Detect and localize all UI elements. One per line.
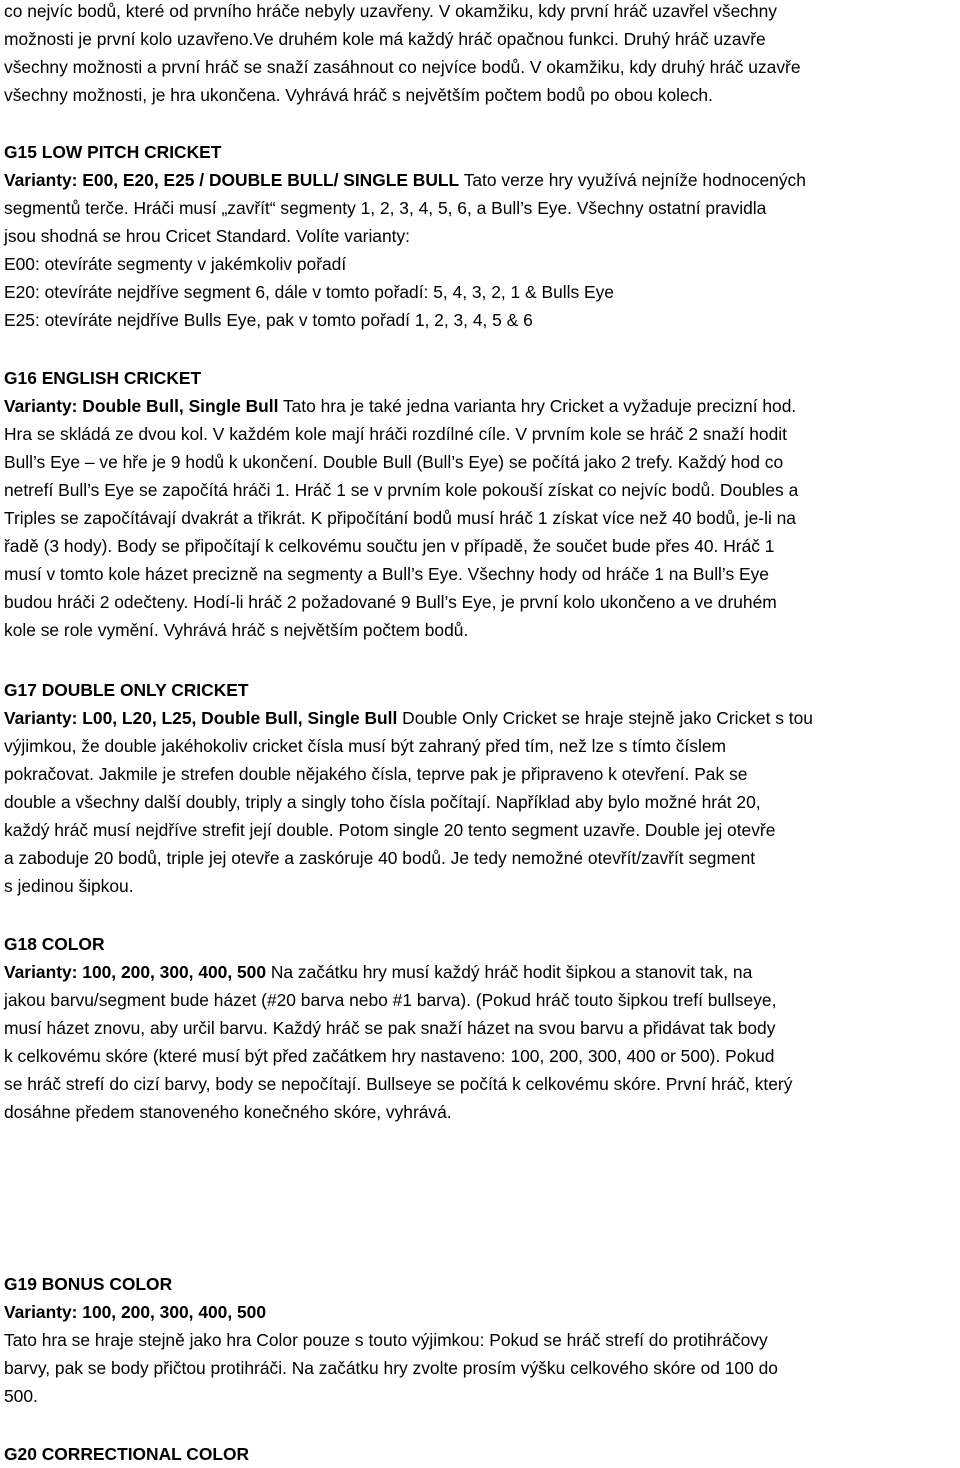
text-line: budou hráči 2 odečteny. Hodí-li hráč 2 požadované 9 Bull’s Eye, je první kolo ukončeno a ve druhém <box>4 592 777 612</box>
text-line: Tato hra se hraje stejně jako hra Color pouze s touto výjimkou: Pokud se hráč strefí do protihráčovy <box>4 1330 768 1350</box>
text-run: Double Only Cricket se hraje stejně jako Cricket s tou <box>397 708 813 728</box>
section-g20 <box>4 1440 249 1468</box>
text-line: řadě (3 hody). Body se připočítají k celkovému součtu jen v případě, že součet bude přes 40. Hráč 1 <box>4 536 775 556</box>
text-run: Tato verze hry využívá nejníže hodnocených <box>459 170 806 190</box>
text-line: double a všechny další doubly, triply a singly toho čísla počítají. Například aby bylo možné hrát 20, <box>4 792 761 812</box>
text-line: každý hráč musí nejdříve strefit její double. Potom single 20 tento segment uzavře. Double jej otevře <box>4 820 776 840</box>
text-line: možnosti je první kolo uzavřeno.Ve druhém kole má každý hráč opačnou funkci. Druhý hráč uzavře <box>4 29 766 49</box>
text-line: Bull’s Eye – ve hře je 9 hodů k ukončení. Double Bull (Bull’s Eye) se počítá jako 2 trefy. Každý hod co <box>4 452 784 472</box>
text-line: kole se role vymění. Vyhrává hráč s největším počtem bodů. <box>4 620 469 640</box>
text-line: musí házet znovu, aby určil barvu. Každý hráč se pak snaží házet na svou barvu a přidávat tak body <box>4 1018 776 1038</box>
section-g17 <box>4 676 813 900</box>
text-line: musí v tomto kole házet precizně na segmenty a Bull’s Eye. Všechny hody od hráče 1 na Bull’s Eye <box>4 564 769 584</box>
text-line: s jedinou šipkou. <box>4 876 134 896</box>
text-line: dosáhne předem stanoveného konečného skóre, vyhrává. <box>4 1102 452 1122</box>
text-line: všechny možnosti, je hra ukončena. Vyhrává hráč s největším počtem bodů po obou kolech. <box>4 85 713 105</box>
section-title: G18 COLOR <box>4 934 105 954</box>
text-line: 500. <box>4 1386 38 1406</box>
section-g15 <box>4 138 806 334</box>
text-line: a zaboduje 20 bodů, triple jej otevře a zaskóruje 40 bodů. Je tedy nemožné otevřít/zavřít segment <box>4 848 756 868</box>
section-title: G17 DOUBLE ONLY CRICKET <box>4 680 249 700</box>
section-title: G16 ENGLISH CRICKET <box>4 368 202 388</box>
text-line: co nejvíc bodů, které od prvního hráče nebyly uzavřeny. V okamžiku, kdy první hráč uzavřel všechny <box>4 1 777 21</box>
text-line: jakou barvu/segment bude házet (#20 barva nebo #1 barva). (Pokud hráč touto šipkou trefí bullseye, <box>4 990 777 1010</box>
text-line: se hráč strefí do cizí barvy, body se nepočítají. Bullseye se počítá k celkovému skóre. První hráč, který <box>4 1074 793 1094</box>
text-run: Na začátku hry musí každý hráč hodit šipkou a stanovit tak, na <box>266 962 753 982</box>
text-line: výjimkou, že double jakéhokoliv cricket čísla musí být zahraný před tím, než lze s tímto číslem <box>4 736 726 756</box>
text-line: Hra se skládá ze dvou kol. V každém kole mají hráči rozdílné cíle. V prvním kole se hráč 2 snaží hodit <box>4 424 787 444</box>
variants-label: Varianty: 100, 200, 300, 400, 500 <box>4 962 267 982</box>
section-title: G20 CORRECTIONAL COLOR <box>4 1444 250 1464</box>
text-line: pokračovat. Jakmile je strefen double nějakého čísla, teprve pak je připraveno k otevření. Pak se <box>4 764 748 784</box>
text-line <box>4 392 798 420</box>
text-line: barvy, pak se body přičtou protihráči. Na začátku hry zvolte prosím výšku celkového skóre od 100 do <box>4 1358 778 1378</box>
text-run: Tato hra je také jedna varianta hry Cricket a vyžaduje precizní hod. <box>278 396 797 416</box>
section-g18 <box>4 930 792 1126</box>
text-line: segmentů terče. Hráči musí „zavřít“ segmenty 1, 2, 3, 4, 5, 6, a Bull’s Eye. Všechny ostatní pravidla <box>4 198 767 218</box>
text-line: E00: otevíráte segmenty v jakémkoliv pořadí <box>4 254 347 274</box>
text-line: všechny možnosti a první hráč se snaží zasáhnout co nejvíce bodů. V okamžiku, kdy druhý hráč uzavře <box>4 57 801 77</box>
section-g16 <box>4 364 798 644</box>
text-line: k celkovému skóre (které musí být před začátkem hry nastaveno: 100, 200, 300, 400 or 500). Pokud <box>4 1046 775 1066</box>
text-line <box>4 958 792 986</box>
text-line: Triples se započítávají dvakrát a třikrát. K připočítání bodů musí hráč 1 získat více než 40 bodů, je-li na <box>4 508 796 528</box>
section-title: G15 LOW PITCH CRICKET <box>4 142 222 162</box>
text-line: netrefí Bull’s Eye se započítá hráči 1. Hráč 1 se v prvním kole pokouší získat co nejvíc bodů. Doubles a <box>4 480 799 500</box>
text-line: E25: otevíráte nejdříve Bulls Eye, pak v tomto pořadí 1, 2, 3, 4, 5 & 6 <box>4 310 533 330</box>
intro-paragraph <box>4 0 801 109</box>
text-line: jsou shodná se hrou Cricet Standard. Volíte varianty: <box>4 226 411 246</box>
text-line: E20: otevíráte nejdříve segment 6, dále v tomto pořadí: 5, 4, 3, 2, 1 & Bulls Eye <box>4 282 614 302</box>
variants-label: Varianty: 100, 200, 300, 400, 500 <box>4 1302 267 1322</box>
text-line <box>4 704 813 732</box>
variants-label: Varianty: L00, L20, L25, Double Bull, Single Bull <box>4 708 398 728</box>
text-line <box>4 166 806 194</box>
variants-label: Varianty: Double Bull, Single Bull <box>4 396 279 416</box>
section-title: G19 BONUS COLOR <box>4 1274 173 1294</box>
section-g19 <box>4 1270 778 1410</box>
variants-label: Varianty: E00, E20, E25 / DOUBLE BULL/ SINGLE BULL <box>4 170 460 190</box>
